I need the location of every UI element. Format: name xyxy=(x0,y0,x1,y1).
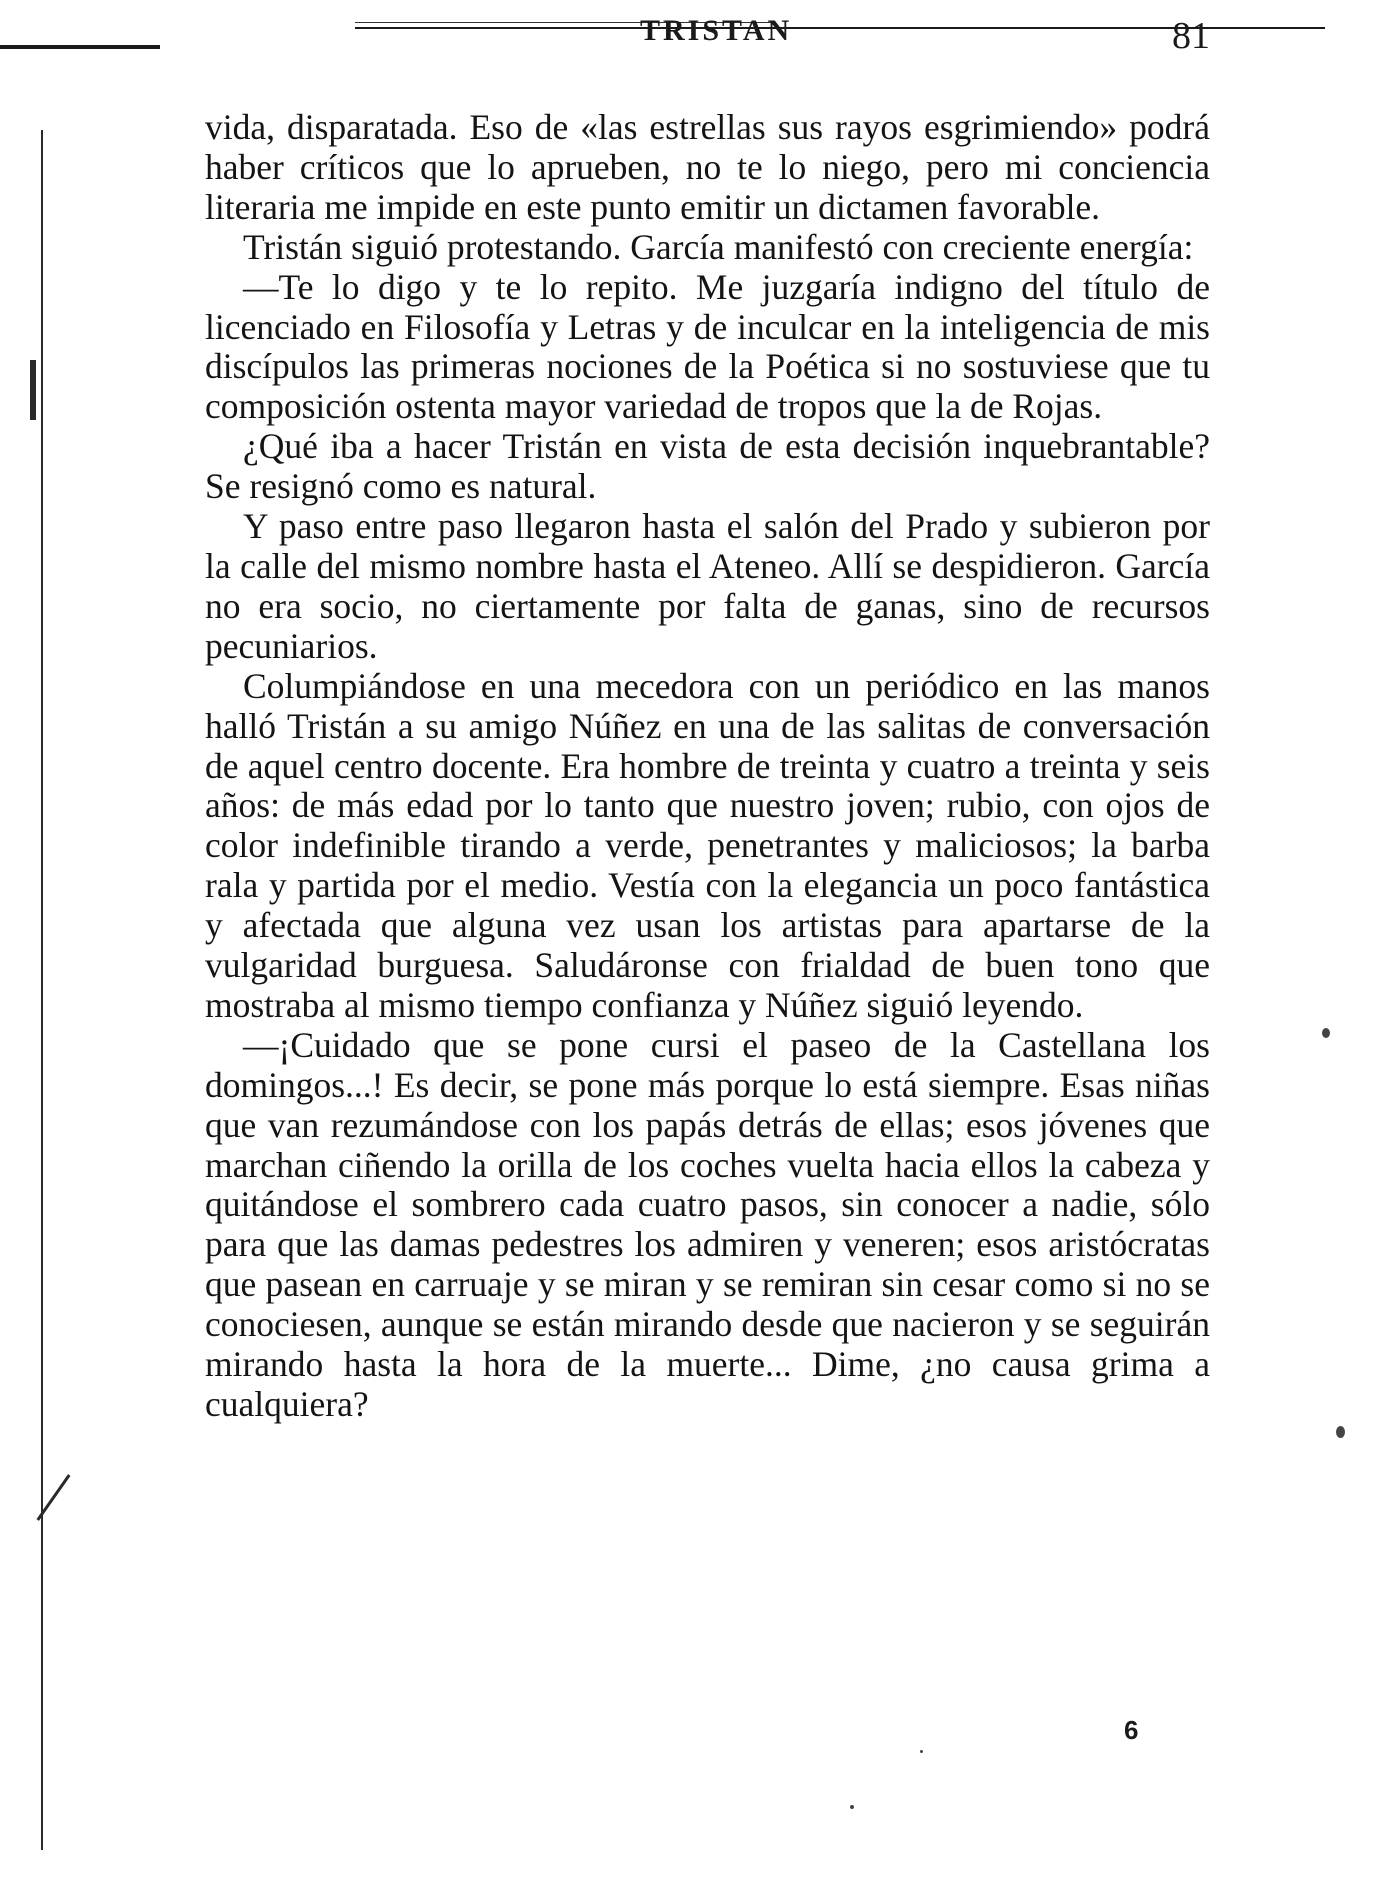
paragraph: —Te lo digo y te lo repito. Me juzgaría indigno del título de licenciado en Filosofía y Letras y de inculcar en la inteligencia de mis discípulos las primeras nociones de la Poética si no sostuviese que tu composición ostenta mayor variedad de tropos que la de Rojas. xyxy=(205,266,1210,427)
binding-mark xyxy=(30,360,36,420)
ink-speck xyxy=(1336,1426,1345,1438)
paragraph: vida, disparatada. Eso de «las estrellas sus rayos esgrimiendo» podrá haber críticos que lo aprueben, no te lo niego, pero mi conciencia literaria me impide en este punto emitir un dictamen favorable. xyxy=(205,107,1210,227)
paragraph: Y paso entre paso llegaron hasta el salón del Prado y subieron por la calle del mismo nombre hasta el Ateneo. Allí se despidieron. García no era socio, no ciertamente por falta de ganas, sino de recursos pecuniarios. xyxy=(205,506,1210,666)
page-number: 81 xyxy=(1172,15,1210,57)
ink-speck xyxy=(850,1805,854,1809)
running-head: TRISTAN xyxy=(640,16,793,42)
ink-speck xyxy=(920,1750,923,1753)
header-rule-left xyxy=(0,45,160,49)
binding-edge xyxy=(41,130,43,1850)
paragraph: ¿Qué iba a hacer Tristán en vista de esta decisión inquebrantable? Se resignó como es natural. xyxy=(205,426,1210,507)
paragraph: Tristán siguió protestando. García manifestó con creciente energía: xyxy=(243,226,1194,267)
paragraph: Columpiándose en una mecedora con un periódico en las manos halló Tristán a su amigo Núñez en una de las salitas de conversación de aquel centro docente. Era hombre de treinta y cuatro a treinta y seis años: de más edad por lo tanto que nuestro joven; rubio, con ojos de color indefinible tirando a verde, penetrantes y maliciosos; la barba rala y partida por el medio. Vestía con la elegancia un poco fantástica y afectada que alguna vez usan los artistas para apartarse de la vulgaridad burguesa. Saludáronse con frialdad de buen tono que mostraba al mismo tiempo confianza y Núñez siguió leyendo. xyxy=(205,665,1210,1025)
paragraph: —¡Cuidado que se pone cursi el paseo de la Castellana los domingos...! Es decir, se pone más porque lo está siempre. Esas niñas que van rezumándose con los papás detrás de ellas; esos jóvenes que marchan ciñendo la orilla de los coches vuelta hacia ellos la cabeza y quitándose el sombrero cada cuatro pasos, sin conocer a nadie, sólo para que las damas pedestres los admiren y veneren; esos aristócratas que pasean en carruaje y se miran y se remiran sin cesar como si no se conociesen, aunque se están mirando desde que nacieron y se seguirán mirando hasta la hora de la muerte... Dime, ¿no causa grima a cualquiera? xyxy=(205,1024,1210,1424)
body-text xyxy=(205,108,1210,1425)
signature-mark: 6 xyxy=(1124,1715,1139,1745)
ink-speck xyxy=(1322,1028,1330,1038)
